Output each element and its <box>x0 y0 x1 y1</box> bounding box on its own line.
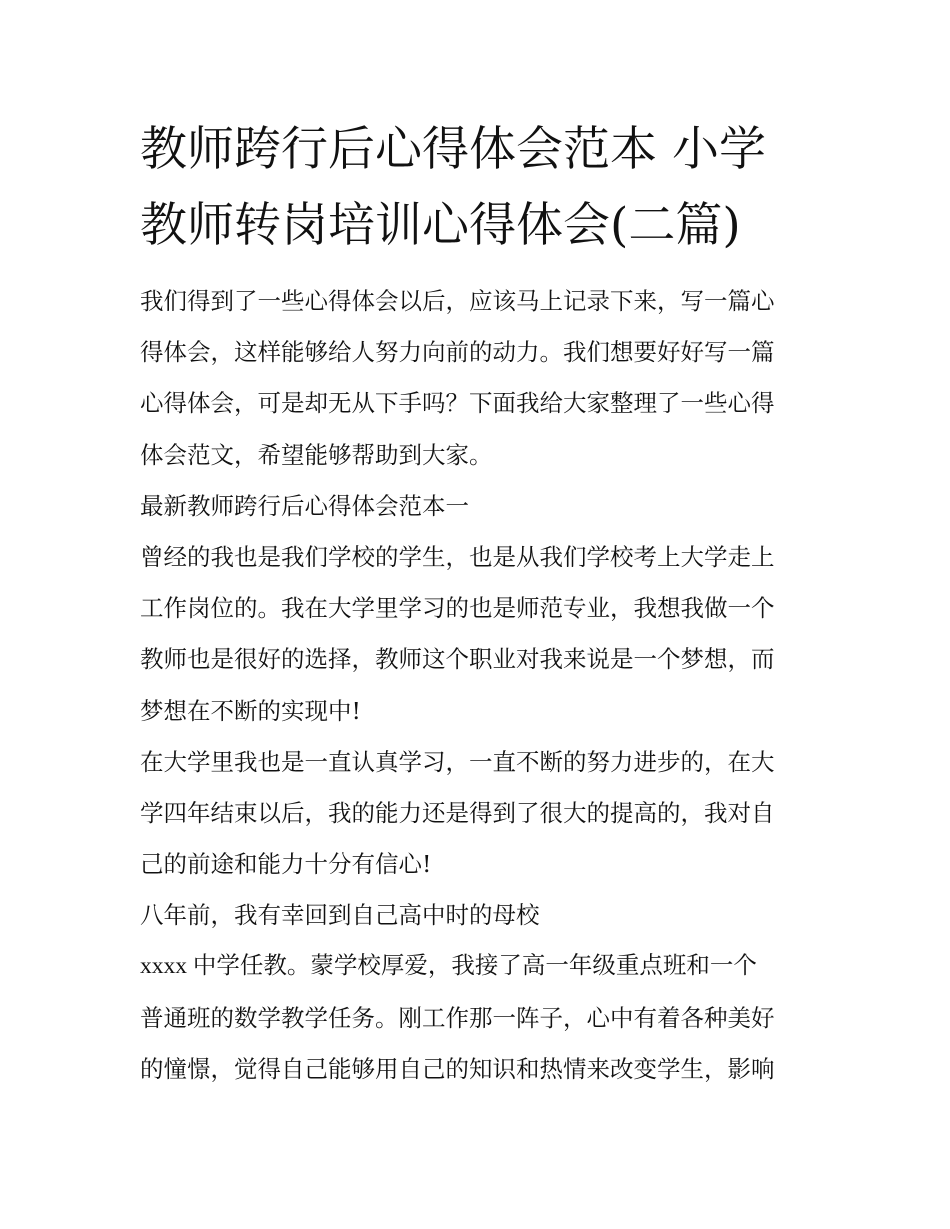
body-line-6: 曾经的我也是我们学校的学生，也是从我们学校考上大学走上 <box>140 542 775 571</box>
body-line-4: 体会范文，希望能够帮助到大家。 <box>140 440 493 469</box>
body-line-13: 八年前，我有幸回到自己高中时的母校 <box>140 901 540 930</box>
body-line-1: 我们得到了一些心得体会以后，应该马上记录下来，写一篇心 <box>140 287 775 315</box>
body-line-9: 梦想在不断的实现中! <box>140 696 361 725</box>
body-line-8: 教师也是很好的选择，教师这个职业对我来说是一个梦想，而 <box>140 645 775 674</box>
body-line-16: 的憧憬，觉得自己能够用自己的知识和热情来改变学生，影响 <box>140 1054 775 1083</box>
body-line-11: 学四年结束以后，我的能力还是得到了很大的提高的，我对自 <box>140 798 775 827</box>
body-line-12: 己的前途和能力十分有信心! <box>140 850 432 879</box>
body-line-10: 在大学里我也是一直认真学习，一直不断的努力进步的，在大 <box>140 747 775 776</box>
title-line-1: 教师跨行后心得体会范本 小学 <box>140 122 766 177</box>
body-line-14: xxxx 中学任教。蒙学校厚爱，我接了高一年级重点班和一个 <box>140 953 757 980</box>
body-line-2: 得体会，这样能够给人努力向前的动力。我们想要好好写一篇 <box>140 338 775 367</box>
body-line-15: 普通班的数学教学任务。刚工作那一阵子，心中有着各种美好 <box>140 1003 775 1032</box>
title-line-2: 教师转岗培训心得体会(二篇) <box>140 198 741 253</box>
document-title <box>140 112 820 264</box>
body-line-7: 工作岗位的。我在大学里学习的也是师范专业，我想我做一个 <box>140 594 775 623</box>
section-heading-1: 最新教师跨行后心得体会范本一 <box>140 491 469 520</box>
document-body <box>140 276 820 1095</box>
body-line-3: 心得体会，可是却无从下手吗？下面我给大家整理了一些心得 <box>140 389 775 418</box>
